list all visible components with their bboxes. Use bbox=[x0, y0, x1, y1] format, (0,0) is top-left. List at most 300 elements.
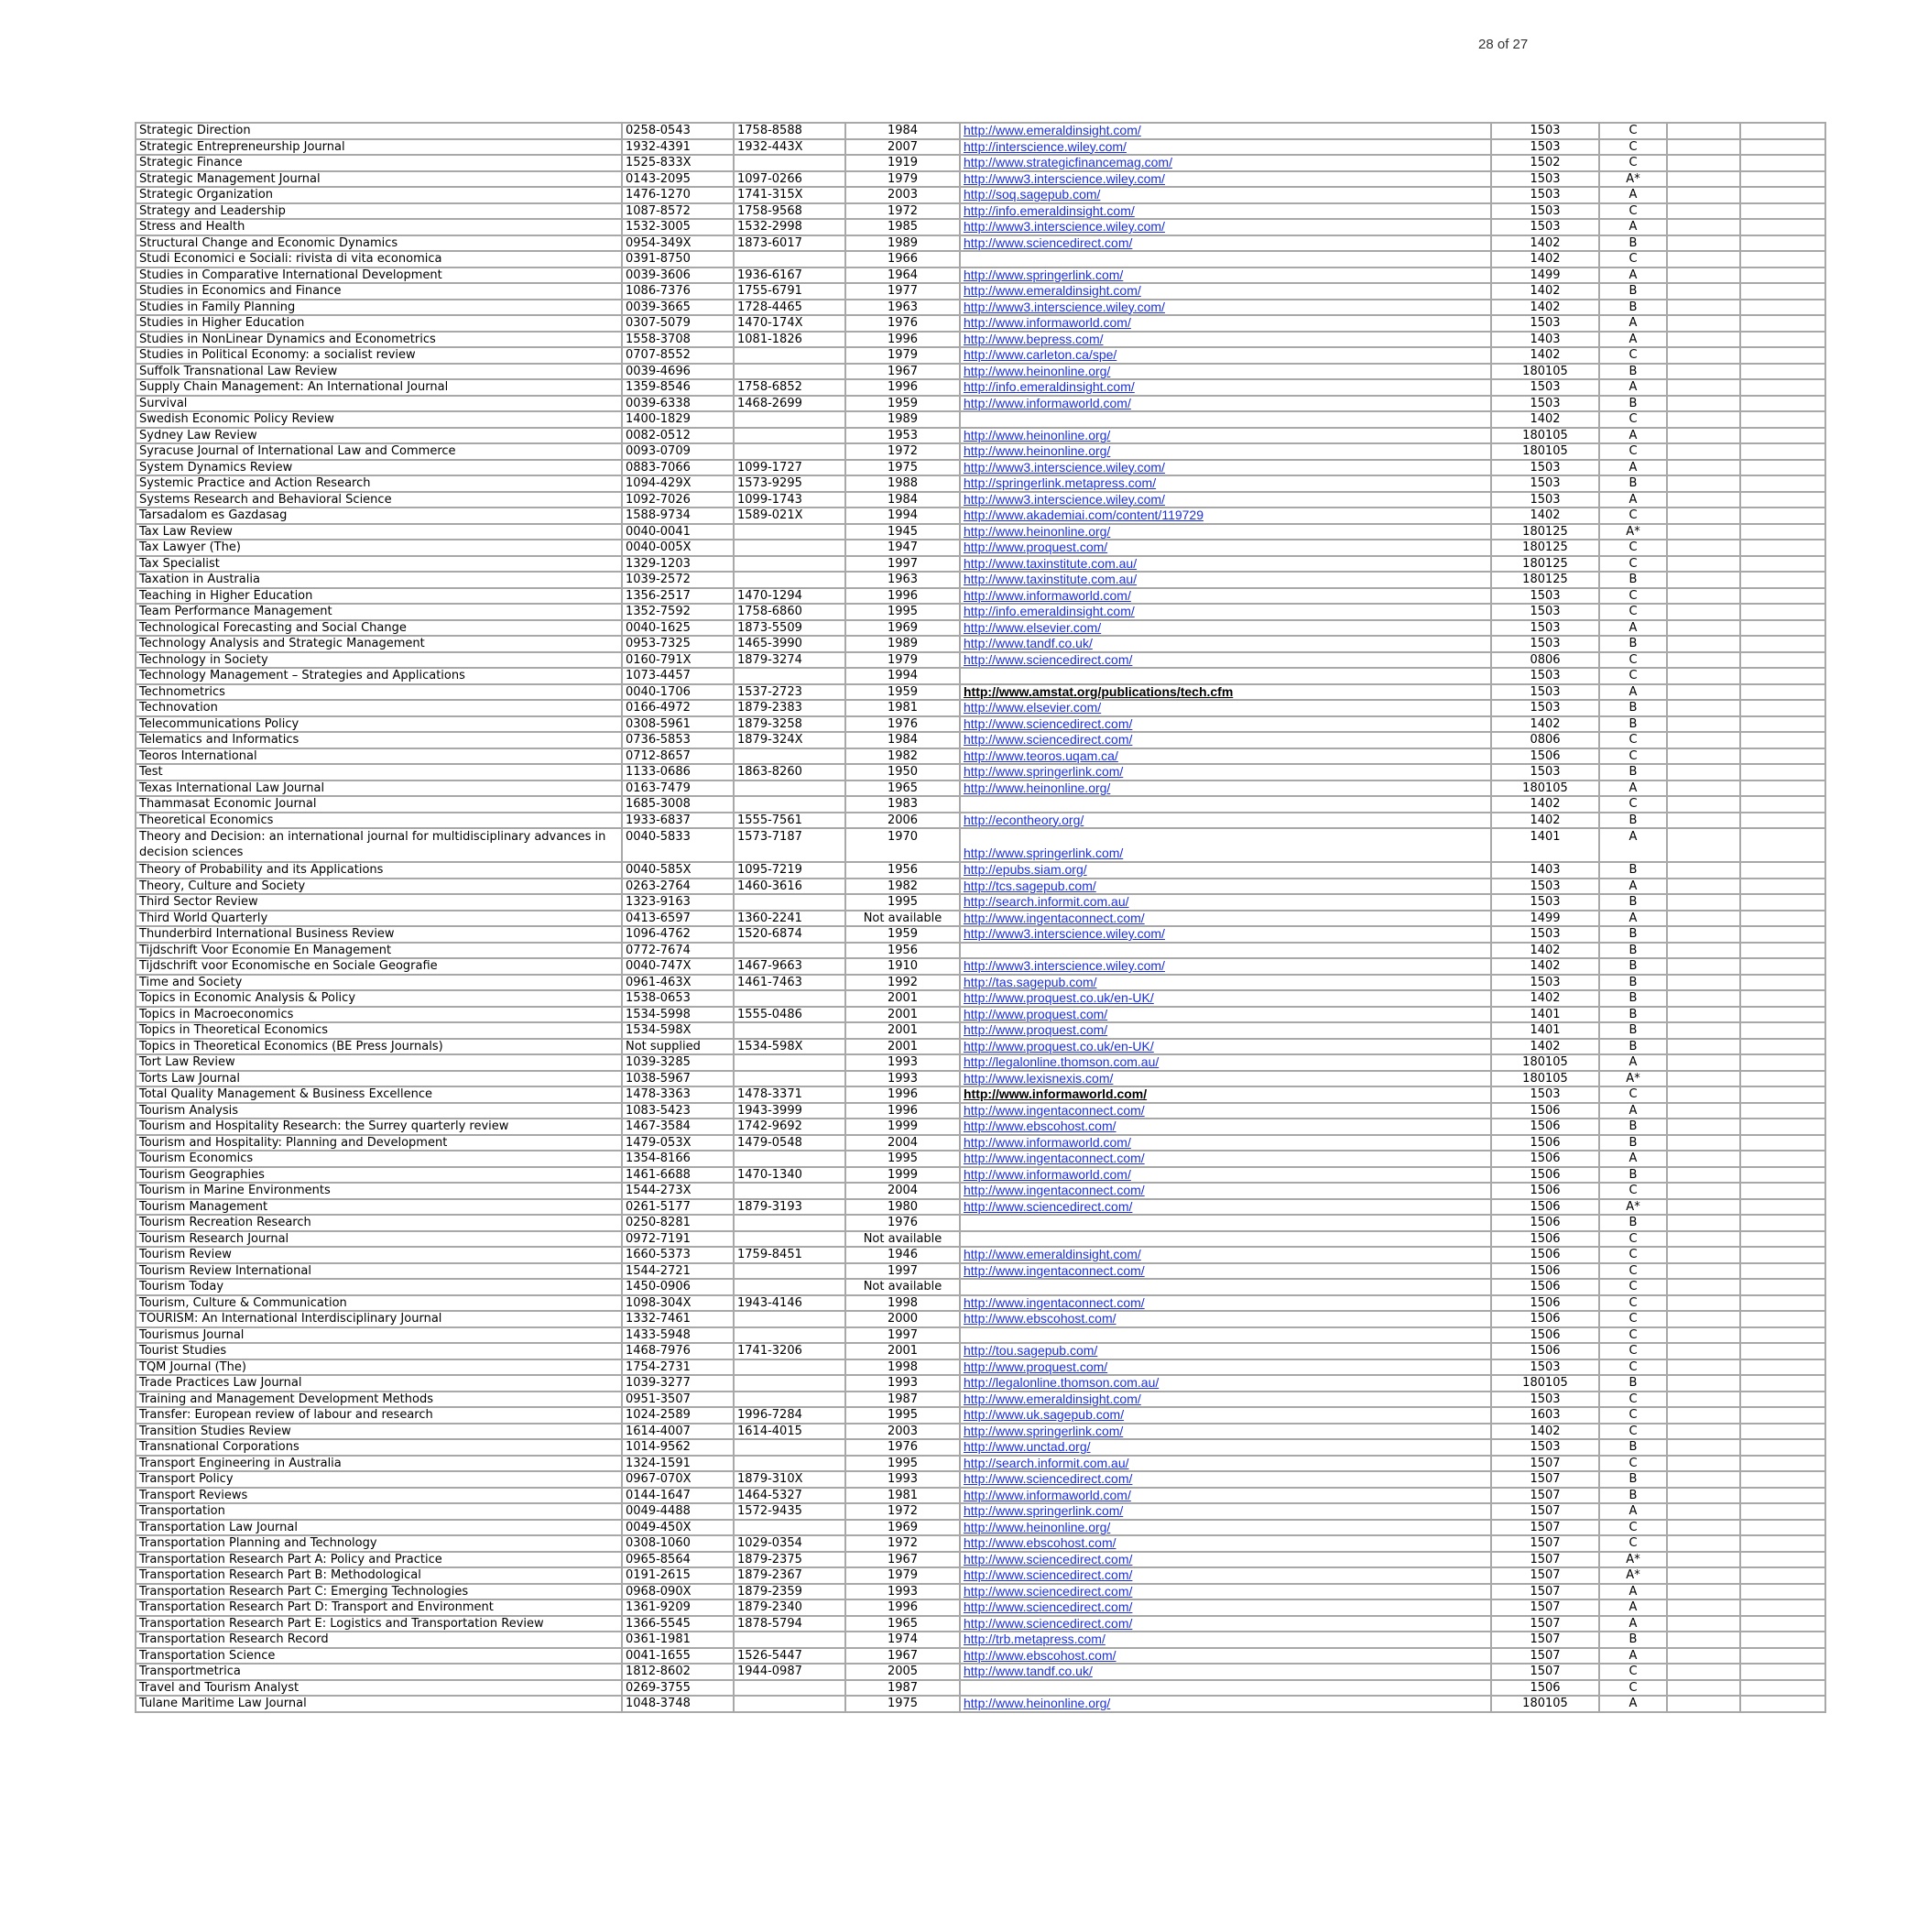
url-link[interactable]: http://www.ingentaconnect.com/ bbox=[960, 1183, 1491, 1199]
url-link[interactable]: http://tas.sagepub.com/ bbox=[960, 975, 1491, 991]
table-row bbox=[136, 1359, 1825, 1376]
for-code-cell: 1503 bbox=[1491, 379, 1599, 396]
table-row bbox=[136, 1119, 1825, 1135]
eissn-cell: 1614-4015 bbox=[734, 1424, 845, 1440]
url-link[interactable]: http://www.sciencedirect.com/ bbox=[960, 1584, 1491, 1600]
table-row bbox=[136, 879, 1825, 895]
url-link[interactable]: http://info.emeraldinsight.com/ bbox=[960, 379, 1491, 396]
journal-title-cell: Transportation Research Part D: Transport and Environment bbox=[136, 1599, 622, 1616]
rank-cell: B bbox=[1599, 1632, 1667, 1648]
url-link[interactable]: http://legalonline.thomson.com.au/ bbox=[960, 1375, 1491, 1392]
table-row bbox=[136, 862, 1825, 879]
url-link[interactable]: http://www.heinonline.org/ bbox=[960, 364, 1491, 380]
journal-title-cell: Transportation Research Part C: Emerging Technologies bbox=[136, 1584, 622, 1600]
for-code-cell: 1507 bbox=[1491, 1503, 1599, 1520]
url-link[interactable]: http://www.heinonline.org/ bbox=[960, 1520, 1491, 1536]
eissn-cell bbox=[734, 1022, 845, 1039]
for-code-cell: 1503 bbox=[1491, 460, 1599, 476]
year-cell: 2004 bbox=[845, 1183, 960, 1199]
journal-title-cell: Tourism Research Journal bbox=[136, 1231, 622, 1248]
url-link[interactable]: http://www3.interscience.wiley.com/ bbox=[960, 492, 1491, 508]
journal-title-cell: Tax Law Review bbox=[136, 524, 622, 540]
url-link[interactable]: http://www.sciencedirect.com/ bbox=[960, 235, 1491, 252]
year-cell: 1964 bbox=[845, 267, 960, 284]
year-cell: 1985 bbox=[845, 219, 960, 235]
journal-title-cell: Theory and Decision: an international journal for multidisciplinary advances in decision sciences bbox=[136, 828, 622, 862]
url-link[interactable]: http://www.tandf.co.uk/ bbox=[960, 1664, 1491, 1680]
url-link[interactable]: http://info.emeraldinsight.com/ bbox=[960, 203, 1491, 220]
rank-cell: A bbox=[1599, 879, 1667, 895]
issn-cell: 1476-1270 bbox=[622, 187, 734, 203]
rank-cell: B bbox=[1599, 1439, 1667, 1456]
empty-cell bbox=[1667, 1439, 1740, 1456]
url-link[interactable]: http://www.emeraldinsight.com/ bbox=[960, 1247, 1491, 1263]
url-link[interactable]: http://www.emeraldinsight.com/ bbox=[960, 1392, 1491, 1408]
year-cell: 1995 bbox=[845, 1151, 960, 1167]
empty-cell bbox=[1740, 1584, 1825, 1600]
table-row bbox=[136, 411, 1825, 428]
url-link bbox=[960, 796, 1491, 813]
url-link bbox=[960, 1215, 1491, 1231]
eissn-cell: 1759-8451 bbox=[734, 1247, 845, 1263]
journal-title-cell: Tourist Studies bbox=[136, 1343, 622, 1359]
empty-cell bbox=[1667, 1359, 1740, 1376]
table-row bbox=[136, 1327, 1825, 1344]
url-link[interactable]: http://www.sciencedirect.com/ bbox=[960, 716, 1491, 733]
empty-cell bbox=[1667, 1295, 1740, 1312]
issn-cell: 1352-7592 bbox=[622, 604, 734, 620]
url-link[interactable]: http://www.proquest.com/ bbox=[960, 1022, 1491, 1039]
table-row bbox=[136, 1488, 1825, 1504]
empty-cell bbox=[1667, 396, 1740, 412]
issn-cell: 0736-5853 bbox=[622, 732, 734, 748]
for-code-cell: 1503 bbox=[1491, 1439, 1599, 1456]
url-link[interactable]: http://tou.sagepub.com/ bbox=[960, 1343, 1491, 1359]
table-row bbox=[136, 1279, 1825, 1295]
url-link[interactable]: http://soq.sagepub.com/ bbox=[960, 187, 1491, 203]
table-row bbox=[136, 1648, 1825, 1665]
journal-title-cell: Tourism in Marine Environments bbox=[136, 1183, 622, 1199]
rank-cell: C bbox=[1599, 1664, 1667, 1680]
table-row bbox=[136, 379, 1825, 396]
url-link[interactable]: http://interscience.wiley.com/ bbox=[960, 139, 1491, 156]
empty-cell bbox=[1667, 1039, 1740, 1055]
empty-cell bbox=[1740, 958, 1825, 975]
journal-title-cell: Studies in Economics and Finance bbox=[136, 283, 622, 300]
eissn-cell: 1479-0548 bbox=[734, 1135, 845, 1152]
url-link[interactable]: http://www.amstat.org/publications/tech.cfm bbox=[960, 684, 1491, 701]
rank-cell: B bbox=[1599, 764, 1667, 780]
empty-cell bbox=[1667, 187, 1740, 203]
url-link[interactable]: http://www.akademiai.com/content/119729 bbox=[960, 508, 1491, 524]
table-row bbox=[136, 990, 1825, 1007]
eissn-cell: 1879-2359 bbox=[734, 1584, 845, 1600]
journal-title-cell: Strategic Organization bbox=[136, 187, 622, 203]
url-link[interactable]: http://www.heinonline.org/ bbox=[960, 443, 1491, 460]
journal-title-cell: Transportation Research Part A: Policy and Practice bbox=[136, 1552, 622, 1568]
url-link[interactable]: http://www3.interscience.wiley.com/ bbox=[960, 460, 1491, 476]
url-link[interactable]: http://www.sciencedirect.com/ bbox=[960, 1471, 1491, 1488]
url-link[interactable]: http://www3.interscience.wiley.com/ bbox=[960, 300, 1491, 316]
year-cell: 1993 bbox=[845, 1471, 960, 1488]
journal-title-cell: Topics in Economic Analysis & Policy bbox=[136, 990, 622, 1007]
table-row bbox=[136, 604, 1825, 620]
url-link[interactable]: http://www.ingentaconnect.com/ bbox=[960, 1295, 1491, 1312]
url-link[interactable]: http://www.taxinstitute.com.au/ bbox=[960, 572, 1491, 588]
empty-cell bbox=[1740, 588, 1825, 605]
table-row bbox=[136, 1343, 1825, 1359]
for-code-cell: 1403 bbox=[1491, 862, 1599, 879]
rank-cell: B bbox=[1599, 1215, 1667, 1231]
url-link[interactable]: http://trb.metapress.com/ bbox=[960, 1632, 1491, 1648]
url-link[interactable]: http://search.informit.com.au/ bbox=[960, 1456, 1491, 1472]
issn-cell: 1359-8546 bbox=[622, 379, 734, 396]
table-row bbox=[136, 1151, 1825, 1167]
empty-cell bbox=[1740, 1375, 1825, 1392]
year-cell: 1972 bbox=[845, 203, 960, 220]
url-link bbox=[960, 668, 1491, 684]
url-link[interactable]: http://econtheory.org/ bbox=[960, 813, 1491, 829]
year-cell: 1977 bbox=[845, 283, 960, 300]
empty-cell bbox=[1667, 475, 1740, 492]
empty-cell bbox=[1667, 1151, 1740, 1167]
url-link[interactable]: http://www.heinonline.org/ bbox=[960, 780, 1491, 797]
url-link[interactable]: http://www.heinonline.org/ bbox=[960, 524, 1491, 540]
url-link[interactable]: http://www.informaworld.com/ bbox=[960, 1167, 1491, 1184]
issn-cell: 0968-090X bbox=[622, 1584, 734, 1600]
url-link[interactable]: http://www.carleton.ca/spe/ bbox=[960, 347, 1491, 364]
journal-title-cell: Tourism Management bbox=[136, 1199, 622, 1216]
url-link[interactable]: http://www.sciencedirect.com/ bbox=[960, 1599, 1491, 1616]
for-code-cell: 1499 bbox=[1491, 267, 1599, 284]
table-row bbox=[136, 572, 1825, 588]
url-link[interactable]: http://www.heinonline.org/ bbox=[960, 1696, 1491, 1712]
for-code-cell: 1507 bbox=[1491, 1616, 1599, 1632]
eissn-cell: 1879-310X bbox=[734, 1471, 845, 1488]
issn-cell: 0953-7325 bbox=[622, 636, 734, 652]
empty-cell bbox=[1740, 748, 1825, 765]
url-link[interactable]: http://www3.interscience.wiley.com/ bbox=[960, 171, 1491, 188]
table-row bbox=[136, 1664, 1825, 1680]
for-code-cell: 1401 bbox=[1491, 828, 1599, 862]
year-cell: 1965 bbox=[845, 780, 960, 797]
issn-cell: 0307-5079 bbox=[622, 315, 734, 332]
url-link[interactable]: http://www.teoros.uqam.ca/ bbox=[960, 748, 1491, 765]
url-link[interactable]: http://www.informaworld.com/ bbox=[960, 315, 1491, 332]
journal-title-cell: Transportation Planning and Technology bbox=[136, 1535, 622, 1552]
url-link[interactable]: http://www.ingentaconnect.com/ bbox=[960, 1151, 1491, 1167]
issn-cell: 1461-6688 bbox=[622, 1167, 734, 1184]
url-link[interactable]: http://www.sciencedirect.com/ bbox=[960, 1567, 1491, 1584]
url-link[interactable]: http://www.unctad.org/ bbox=[960, 1439, 1491, 1456]
eissn-cell: 1095-7219 bbox=[734, 862, 845, 879]
year-cell: 1982 bbox=[845, 879, 960, 895]
rank-cell: C bbox=[1599, 1327, 1667, 1344]
issn-cell: 1332-7461 bbox=[622, 1311, 734, 1327]
url-link[interactable]: http://www.proquest.com/ bbox=[960, 1007, 1491, 1023]
for-code-cell: 1503 bbox=[1491, 1359, 1599, 1376]
table-row bbox=[136, 1022, 1825, 1039]
empty-cell bbox=[1740, 155, 1825, 171]
empty-cell bbox=[1740, 1616, 1825, 1632]
journal-title-cell: Technology Management – Strategies and Applications bbox=[136, 668, 622, 684]
url-link[interactable]: http://legalonline.thomson.com.au/ bbox=[960, 1054, 1491, 1071]
url-link[interactable]: http://www.ebscohost.com/ bbox=[960, 1119, 1491, 1135]
url-link[interactable]: http://www.emeraldinsight.com/ bbox=[960, 283, 1491, 300]
eissn-cell: 1029-0354 bbox=[734, 1535, 845, 1552]
url-link[interactable]: http://www.lexisnexis.com/ bbox=[960, 1071, 1491, 1087]
issn-cell: 1083-5423 bbox=[622, 1103, 734, 1119]
issn-cell: 0361-1981 bbox=[622, 1632, 734, 1648]
empty-cell bbox=[1667, 556, 1740, 573]
journal-title-cell: Strategic Direction bbox=[136, 123, 622, 139]
eissn-cell: 1758-8588 bbox=[734, 123, 845, 139]
year-cell: 1979 bbox=[845, 171, 960, 188]
eissn-cell bbox=[734, 1375, 845, 1392]
table-row bbox=[136, 235, 1825, 252]
year-cell: 1946 bbox=[845, 1247, 960, 1263]
issn-cell: 0041-1655 bbox=[622, 1648, 734, 1665]
empty-cell bbox=[1740, 364, 1825, 380]
for-code-cell: 1507 bbox=[1491, 1599, 1599, 1616]
journal-title-cell: Stress and Health bbox=[136, 219, 622, 235]
table-row bbox=[136, 123, 1825, 139]
year-cell: 2001 bbox=[845, 990, 960, 1007]
eissn-cell bbox=[734, 1183, 845, 1199]
url-link[interactable]: http://www.informaworld.com/ bbox=[960, 1086, 1491, 1103]
journal-title-cell: Strategy and Leadership bbox=[136, 203, 622, 220]
rank-cell: C bbox=[1599, 588, 1667, 605]
empty-cell bbox=[1667, 332, 1740, 348]
for-code-cell: 1503 bbox=[1491, 604, 1599, 620]
url-link[interactable]: http://www.elsevier.com/ bbox=[960, 700, 1491, 716]
url-link[interactable]: http://www.springerlink.com/ bbox=[960, 1424, 1491, 1440]
journal-title-cell: Tijdschrift Voor Economie En Management bbox=[136, 943, 622, 959]
url-link[interactable]: http://www.sciencedirect.com/ bbox=[960, 732, 1491, 748]
journal-title-cell: Survival bbox=[136, 396, 622, 412]
url-link[interactable]: http://www.taxinstitute.com.au/ bbox=[960, 556, 1491, 573]
table-row bbox=[136, 428, 1825, 444]
empty-cell bbox=[1740, 1632, 1825, 1648]
url-link[interactable]: http://www3.interscience.wiley.com/ bbox=[960, 926, 1491, 943]
url-link[interactable]: http://www.proquest.co.uk/en-UK/ bbox=[960, 1039, 1491, 1055]
journal-title-cell: Taxation in Australia bbox=[136, 572, 622, 588]
for-code-cell: 1506 bbox=[1491, 1231, 1599, 1248]
for-code-cell: 1603 bbox=[1491, 1407, 1599, 1424]
year-cell: 1981 bbox=[845, 700, 960, 716]
year-cell: 2001 bbox=[845, 1022, 960, 1039]
eissn-cell bbox=[734, 572, 845, 588]
journal-title-cell: Tourism Geographies bbox=[136, 1167, 622, 1184]
journal-title-cell: Tourism Today bbox=[136, 1279, 622, 1295]
for-code-cell: 1506 bbox=[1491, 1279, 1599, 1295]
url-link[interactable]: http://www3.interscience.wiley.com/ bbox=[960, 219, 1491, 235]
url-link[interactable]: http://www.heinonline.org/ bbox=[960, 428, 1491, 444]
eissn-cell bbox=[734, 748, 845, 765]
rank-cell: B bbox=[1599, 364, 1667, 380]
rank-cell: B bbox=[1599, 700, 1667, 716]
eissn-cell: 1932-443X bbox=[734, 139, 845, 156]
year-cell: 1947 bbox=[845, 540, 960, 556]
url-link[interactable]: http://www.sciencedirect.com/ bbox=[960, 1616, 1491, 1632]
url-link[interactable]: http://www3.interscience.wiley.com/ bbox=[960, 958, 1491, 975]
for-code-cell: 1402 bbox=[1491, 235, 1599, 252]
journal-title-cell: Technological Forecasting and Social Change bbox=[136, 620, 622, 637]
url-link[interactable]: http://search.informit.com.au/ bbox=[960, 894, 1491, 911]
table-row bbox=[136, 975, 1825, 991]
eissn-cell bbox=[734, 1632, 845, 1648]
empty-cell bbox=[1740, 235, 1825, 252]
journal-title-cell: Supply Chain Management: An International Journal bbox=[136, 379, 622, 396]
table-row bbox=[136, 796, 1825, 813]
url-link[interactable]: http://www.emeraldinsight.com/ bbox=[960, 123, 1491, 139]
eissn-cell: 1758-6852 bbox=[734, 379, 845, 396]
issn-cell: 1323-9163 bbox=[622, 894, 734, 911]
url-link[interactable]: http://www.springerlink.com/ bbox=[960, 828, 1491, 862]
empty-cell bbox=[1667, 267, 1740, 284]
url-link[interactable]: http://www.informaworld.com/ bbox=[960, 396, 1491, 412]
rank-cell: A bbox=[1599, 1648, 1667, 1665]
issn-cell: 1558-3708 bbox=[622, 332, 734, 348]
issn-cell: 0040-747X bbox=[622, 958, 734, 975]
eissn-cell: 1879-2375 bbox=[734, 1552, 845, 1568]
empty-cell bbox=[1740, 1263, 1825, 1280]
table-row bbox=[136, 1167, 1825, 1184]
rank-cell: B bbox=[1599, 572, 1667, 588]
for-code-cell: 180105 bbox=[1491, 443, 1599, 460]
journal-title-cell: Syracuse Journal of International Law and Commerce bbox=[136, 443, 622, 460]
url-link[interactable]: http://www.proquest.com/ bbox=[960, 1359, 1491, 1376]
issn-cell: 0413-6597 bbox=[622, 911, 734, 927]
eissn-cell bbox=[734, 411, 845, 428]
empty-cell bbox=[1667, 572, 1740, 588]
empty-cell bbox=[1667, 862, 1740, 879]
for-code-cell: 1503 bbox=[1491, 139, 1599, 156]
empty-cell bbox=[1740, 428, 1825, 444]
empty-cell bbox=[1667, 1552, 1740, 1568]
url-link[interactable]: http://www.sciencedirect.com/ bbox=[960, 652, 1491, 669]
table-row bbox=[136, 1199, 1825, 1216]
table-row bbox=[136, 668, 1825, 684]
issn-cell: 1588-9734 bbox=[622, 508, 734, 524]
url-link[interactable]: http://www.ingentaconnect.com/ bbox=[960, 1263, 1491, 1280]
url-link[interactable]: http://www.informaworld.com/ bbox=[960, 588, 1491, 605]
empty-cell bbox=[1740, 347, 1825, 364]
empty-cell bbox=[1740, 636, 1825, 652]
url-link[interactable]: http://www.proquest.co.uk/en-UK/ bbox=[960, 990, 1491, 1007]
rank-cell: C bbox=[1599, 732, 1667, 748]
for-code-cell: 1503 bbox=[1491, 187, 1599, 203]
url-link[interactable]: http://www.ebscohost.com/ bbox=[960, 1311, 1491, 1327]
issn-cell: 0954-349X bbox=[622, 235, 734, 252]
empty-cell bbox=[1740, 1488, 1825, 1504]
empty-cell bbox=[1740, 300, 1825, 316]
eissn-cell bbox=[734, 780, 845, 797]
url-link[interactable]: http://www.informaworld.com/ bbox=[960, 1135, 1491, 1152]
url-link[interactable]: http://www.ebscohost.com/ bbox=[960, 1535, 1491, 1552]
url-link[interactable]: http://springerlink.metapress.com/ bbox=[960, 475, 1491, 492]
year-cell: 1997 bbox=[845, 1327, 960, 1344]
journal-title-cell: Transport Reviews bbox=[136, 1488, 622, 1504]
url-link[interactable]: http://www.proquest.com/ bbox=[960, 540, 1491, 556]
for-code-cell: 1503 bbox=[1491, 123, 1599, 139]
issn-cell: 1478-3363 bbox=[622, 1086, 734, 1103]
url-link[interactable]: http://www.strategicfinancemag.com/ bbox=[960, 155, 1491, 171]
rank-cell: A bbox=[1599, 1599, 1667, 1616]
year-cell: 1967 bbox=[845, 1552, 960, 1568]
rank-cell: B bbox=[1599, 1135, 1667, 1152]
url-link[interactable]: http://www.ebscohost.com/ bbox=[960, 1648, 1491, 1665]
url-link[interactable]: http://tcs.sagepub.com/ bbox=[960, 879, 1491, 895]
for-code-cell: 180105 bbox=[1491, 1375, 1599, 1392]
url-link[interactable]: http://www.bepress.com/ bbox=[960, 332, 1491, 348]
empty-cell bbox=[1667, 828, 1740, 862]
journal-title-cell: Training and Management Development Methods bbox=[136, 1392, 622, 1408]
eissn-cell bbox=[734, 1392, 845, 1408]
journal-title-cell: Thammasat Economic Journal bbox=[136, 796, 622, 813]
for-code-cell: 1507 bbox=[1491, 1535, 1599, 1552]
issn-cell: 0261-5177 bbox=[622, 1199, 734, 1216]
url-link[interactable]: http://www.springerlink.com/ bbox=[960, 1503, 1491, 1520]
issn-cell: 1354-8166 bbox=[622, 1151, 734, 1167]
eissn-cell bbox=[734, 1327, 845, 1344]
url-link[interactable]: http://www.sciencedirect.com/ bbox=[960, 1199, 1491, 1216]
url-link[interactable]: http://epubs.siam.org/ bbox=[960, 862, 1491, 879]
table-row bbox=[136, 1696, 1825, 1712]
rank-cell: C bbox=[1599, 1343, 1667, 1359]
empty-cell bbox=[1740, 1343, 1825, 1359]
url-link[interactable]: http://www.ingentaconnect.com/ bbox=[960, 911, 1491, 927]
url-link[interactable]: http://info.emeraldinsight.com/ bbox=[960, 604, 1491, 620]
rank-cell: B bbox=[1599, 1007, 1667, 1023]
journal-title-cell: Tourism Economics bbox=[136, 1151, 622, 1167]
table-row bbox=[136, 1311, 1825, 1327]
url-link[interactable]: http://www.springerlink.com/ bbox=[960, 764, 1491, 780]
url-link[interactable]: http://www.informaworld.com/ bbox=[960, 1488, 1491, 1504]
url-link[interactable]: http://www.uk.sagepub.com/ bbox=[960, 1407, 1491, 1424]
empty-cell bbox=[1667, 347, 1740, 364]
issn-cell: 0040-1625 bbox=[622, 620, 734, 637]
rank-cell: C bbox=[1599, 123, 1667, 139]
year-cell: 1980 bbox=[845, 1199, 960, 1216]
year-cell: 1997 bbox=[845, 556, 960, 573]
empty-cell bbox=[1667, 1231, 1740, 1248]
rank-cell: A bbox=[1599, 684, 1667, 701]
for-code-cell: 180105 bbox=[1491, 780, 1599, 797]
eissn-cell: 1755-6791 bbox=[734, 283, 845, 300]
url-link[interactable]: http://www.tandf.co.uk/ bbox=[960, 636, 1491, 652]
empty-cell bbox=[1667, 364, 1740, 380]
empty-cell bbox=[1740, 460, 1825, 476]
table-row bbox=[136, 1007, 1825, 1023]
table-row bbox=[136, 1552, 1825, 1568]
year-cell: 1966 bbox=[845, 251, 960, 267]
table-row bbox=[136, 813, 1825, 829]
rank-cell: A bbox=[1599, 460, 1667, 476]
url-link[interactable]: http://www.elsevier.com/ bbox=[960, 620, 1491, 637]
eissn-cell: 1099-1727 bbox=[734, 460, 845, 476]
url-link[interactable]: http://www.springerlink.com/ bbox=[960, 267, 1491, 284]
rank-cell: A* bbox=[1599, 1567, 1667, 1584]
eissn-cell: 1943-3999 bbox=[734, 1103, 845, 1119]
table-row bbox=[136, 1439, 1825, 1456]
rank-cell: B bbox=[1599, 396, 1667, 412]
url-link[interactable]: http://www.ingentaconnect.com/ bbox=[960, 1103, 1491, 1119]
url-link[interactable]: http://www.sciencedirect.com/ bbox=[960, 1552, 1491, 1568]
table-row bbox=[136, 443, 1825, 460]
table-row bbox=[136, 155, 1825, 171]
rank-cell: C bbox=[1599, 1424, 1667, 1440]
